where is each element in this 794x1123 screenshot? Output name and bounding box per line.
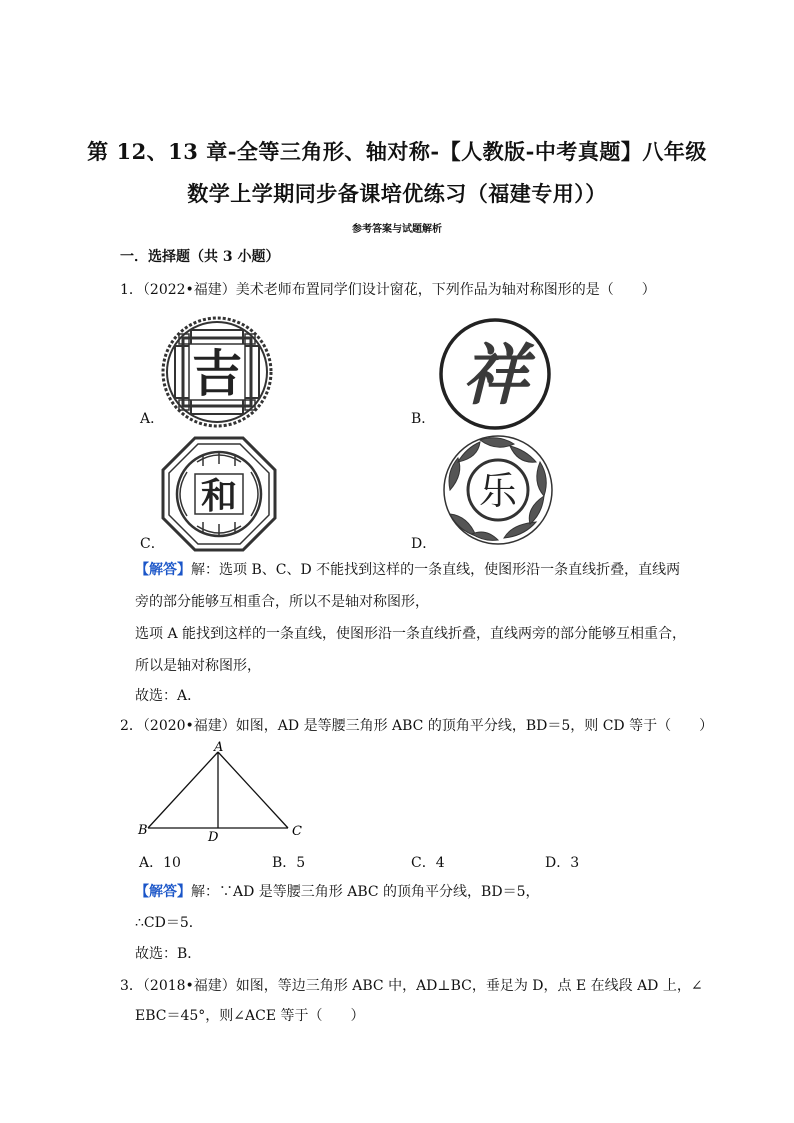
question-2-option-b: B．5 <box>272 855 306 871</box>
question-2-option-d: D．3 <box>545 855 580 871</box>
vertex-b-label: B <box>138 823 148 838</box>
question-2-solution-line-3: 故选：B． <box>135 946 202 962</box>
option-a-label: A． <box>140 411 165 427</box>
page-title-line-1: 第 12、13 章-全等三角形、轴对称-【人教版-中考真题】八年级 <box>87 139 707 164</box>
vertex-c-label: C <box>292 824 302 839</box>
option-b-window-flower <box>439 318 551 430</box>
question-2-option-c: C．4 <box>411 855 445 871</box>
page-subtitle: 参考答案与试题解析 <box>352 224 442 235</box>
option-c-label: C． <box>140 536 165 552</box>
question-2-solution-line-1 <box>135 882 539 902</box>
option-c-window-flower <box>161 436 277 552</box>
solution-tag: 【解答】 <box>135 562 191 578</box>
solution-text: 解：选项 B、C、D 不能找到这样的一条直线，使图形沿一条直线折叠，直线两 <box>191 562 681 578</box>
question-1-solution-line-3: 选项 A 能找到这样的一条直线，使图形沿一条直线折叠，直线两旁的部分能够互相重合， <box>135 626 687 642</box>
question-2-solution-line-2: ∴CD＝5． <box>135 915 203 931</box>
question-1-solution-line-4: 所以是轴对称图形， <box>135 658 261 674</box>
option-d-label: D． <box>411 536 437 552</box>
question-1-solution-line-1 <box>135 560 680 580</box>
question-3-stem-line-1: 3．（2018•福建）如图，等边三角形 ABC 中，AD⊥BC，垂足为 D，点 E 在线段 AD 上，∠ <box>120 978 703 994</box>
isosceles-triangle-figure <box>132 738 312 846</box>
solution-text: 解：∵AD 是等腰三角形 ABC 的顶角平分线，BD＝5， <box>191 884 540 900</box>
option-d-character: 乐 <box>478 469 518 513</box>
option-b-label: B． <box>411 411 436 427</box>
option-a-window-flower <box>161 316 273 428</box>
option-a-character: 吉 <box>192 344 242 403</box>
question-1-stem: 1．（2022•福建）美术老师布置同学们设计窗花，下列作品为轴对称图形的是（ ） <box>120 282 656 298</box>
point-d-label: D <box>208 830 219 845</box>
question-1-solution-line-2: 旁的部分能够互相重合，所以不是轴对称图形， <box>135 594 429 610</box>
section-heading: 一．选择题（共 3 小题） <box>120 249 280 265</box>
option-d-window-flower <box>440 432 556 548</box>
option-b-character: 祥 <box>462 336 528 414</box>
option-c-character: 和 <box>200 475 238 517</box>
page-title-line-2: 数学上学期同步备课培优练习（福建专用）） <box>187 181 607 206</box>
question-2-option-a: A．10 <box>139 855 181 871</box>
solution-tag: 【解答】 <box>135 884 191 900</box>
question-1-solution-line-5: 故选：A． <box>135 688 202 704</box>
question-3-stem-line-2: EBC＝45°，则∠ACE 等于（ ） <box>135 1008 365 1024</box>
question-2-stem: 2．（2020•福建）如图，AD 是等腰三角形 ABC 的顶角平分线，BD＝5，则 CD 等于（ ） <box>120 718 714 734</box>
vertex-a-label: A <box>214 740 224 755</box>
